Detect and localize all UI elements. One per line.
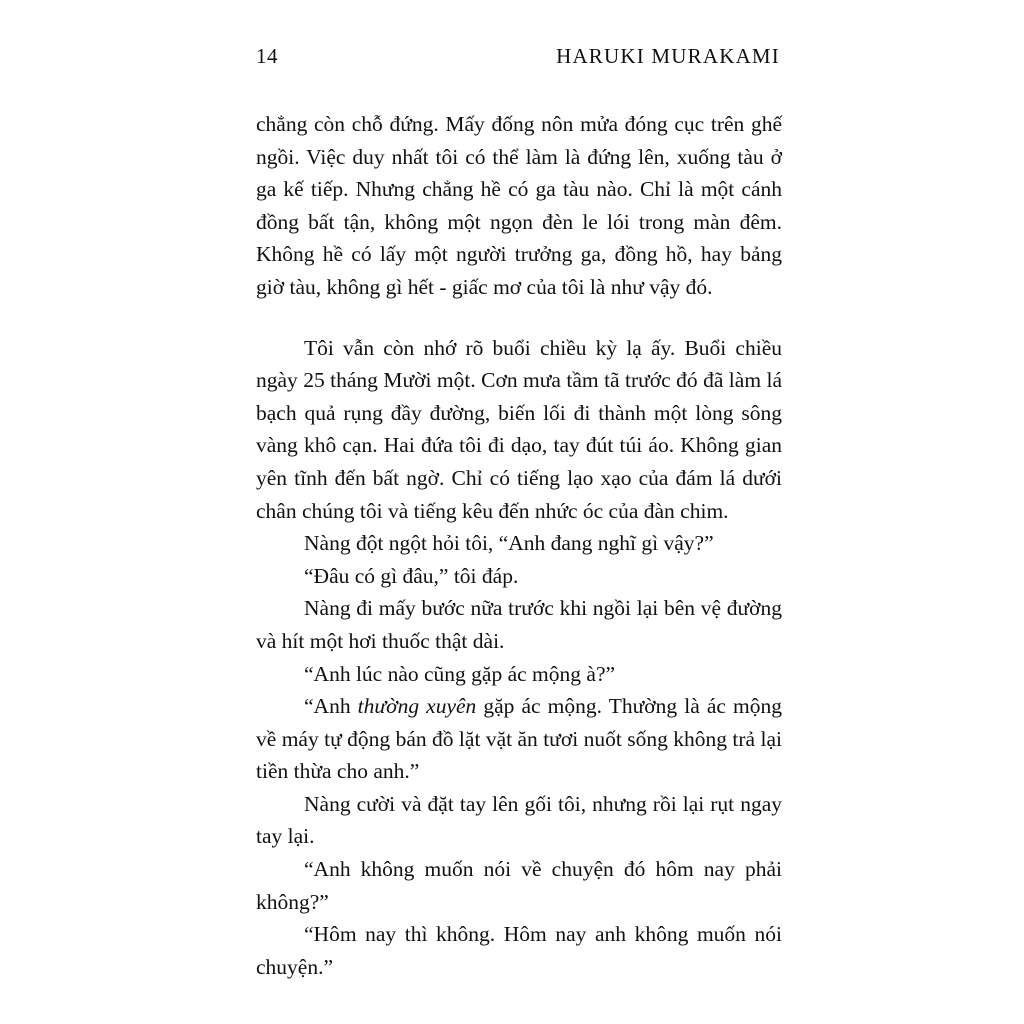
paragraph: Tôi vẫn còn nhớ rõ buổi chiều kỳ lạ ấy. Buổi chiều ngày 25 tháng Mười một. Cơn mưa tầm tã trước đó đã làm lá bạch quả rụng đầy đường, biến lối đi thành một lòng sông vàng khô cạn. Hai đứa tôi đi dạo, tay đút túi áo. Không gian yên tĩnh đến bất ngờ. Chỉ có tiếng lạo xạo của đám lá dưới chân chúng tôi và tiếng kêu đến nhức óc của đàn chim. [256, 335, 782, 523]
page-number: 14 [256, 44, 278, 68]
running-head-author: HARUKI MURAKAMI [556, 44, 780, 68]
paragraph: “Đâu có gì đâu,” tôi đáp. [304, 563, 519, 588]
paragraph-text: gặp ác mộng. Thường là ác mộng về máy tự động bán đồ lặt vặt ăn tươi nuốt sống không trả lại tiền thừa cho anh.” [256, 694, 782, 784]
paragraph: chẳng còn chỗ đứng. Mấy đống nôn mửa đóng cục trên ghế ngồi. Việc duy nhất tôi có thể làm là đứng lên, xuống tàu ở ga kế tiếp. Nhưng chẳng hề có ga tàu nào. Chỉ là một cánh đồng bất tận, không một ngọn đèn le lói trong màn đêm. Không hề có lấy một người trưởng ga, đồng hồ, hay bảng giờ tàu, không gì hết - giấc mơ của tôi là như vậy đó. [256, 112, 782, 299]
paragraph: “Anh lúc nào cũng gặp ác mộng à?” [304, 661, 616, 686]
running-head [256, 44, 780, 74]
emphasis-text: thường xuyên [357, 694, 477, 719]
paragraph: Nàng cười và đặt tay lên gối tôi, nhưng rồi lại rụt ngay tay lại. [256, 791, 782, 849]
paragraph [256, 690, 782, 788]
paragraph: Nàng đột ngột hỏi tôi, “Anh đang nghĩ gì vậy?” [304, 531, 714, 556]
paragraph: “Anh không muốn nói về chuyện đó hôm nay phải không?” [256, 857, 782, 914]
paragraph-text: “Anh [304, 694, 358, 719]
body-text [256, 108, 782, 983]
paragraph: Nàng đi mấy bước nữa trước khi ngồi lại bên vệ đường và hít một hơi thuốc thật dài. [256, 596, 782, 653]
paragraph: “Hôm nay thì không. Hôm nay anh không muốn nói chuyện.” [256, 922, 782, 979]
